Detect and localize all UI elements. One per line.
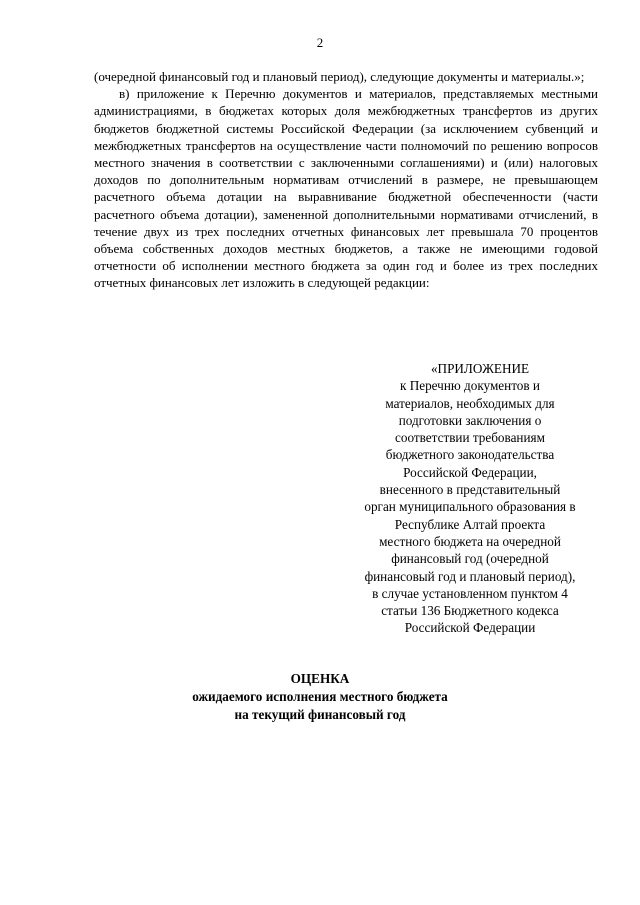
appendix-line: местного бюджета на очередной — [379, 533, 561, 549]
appendix-line: подготовки заключения о — [398, 412, 542, 428]
appendix-line: Республике Алтай проекта — [394, 516, 546, 532]
heading-title: ОЦЕНКА — [290, 671, 350, 686]
appendix-line: материалов, необходимых для — [385, 395, 555, 411]
appendix-line: Российской Федерации, — [403, 464, 537, 480]
heading-subtitle-line2: на текущий финансовый год — [234, 707, 406, 722]
appendix-line: в случае установленном пунктом 4 — [372, 585, 568, 601]
appendix-line: бюджетного законодательства — [385, 447, 555, 463]
page-number: 2 — [316, 35, 324, 50]
heading-subtitle-line1: ожидаемого исполнения местного бюджета — [192, 689, 448, 704]
appendix-header — [330, 360, 610, 637]
appendix-line: финансовый год и плановый период), — [364, 568, 576, 584]
appendix-title: «ПРИЛОЖЕНИЕ — [430, 361, 530, 376]
continuation-paragraph: (очередной финансовый год и плановый период), следующие документы и материалы.»; — [94, 69, 585, 84]
document-heading — [0, 670, 640, 724]
appendix-line: к Перечню документов и — [399, 378, 540, 394]
appendix-line: статьи 136 Бюджетного кодекса — [381, 603, 559, 619]
appendix-line: внесенного в представительный — [379, 482, 561, 498]
appendix-line: орган муниципального образования в — [364, 499, 576, 515]
paragraph-v: в) приложение к Перечню документов и материалов, представляемых местными администрациями, в бюджетах которых доля межбюджетных трансфертов из других бюджетов бюджетной системы Российской Федерации (за исключением субвенций и межбюджетных трансфертов на осуществление части полномочий по решению вопросов местного значения в соответствии с заключенными соглашениями) и (или) налоговых доходов по дополнительным нормативам отчислений в размере, не превышающем расчетного объема дотации на выравнивание бюджетной обеспеченности (части расчетного объема дотации), замененной дополнительными нормативами отчислений, в течение двух из трех последних отчетных финансовых лет превышала 70 процентов объема собственных доходов местных бюджетов, а также не имеющими годовой отчетности об исполнении местного бюджета за один год и более из трех последних отчетных финансовых лет изложить в следующей редакции: — [94, 86, 598, 291]
appendix-line: соответствии требованиям — [395, 430, 545, 446]
appendix-line: Российской Федерации — [404, 620, 536, 636]
appendix-line: финансовый год (очередной — [391, 551, 549, 567]
body-text — [94, 68, 598, 292]
